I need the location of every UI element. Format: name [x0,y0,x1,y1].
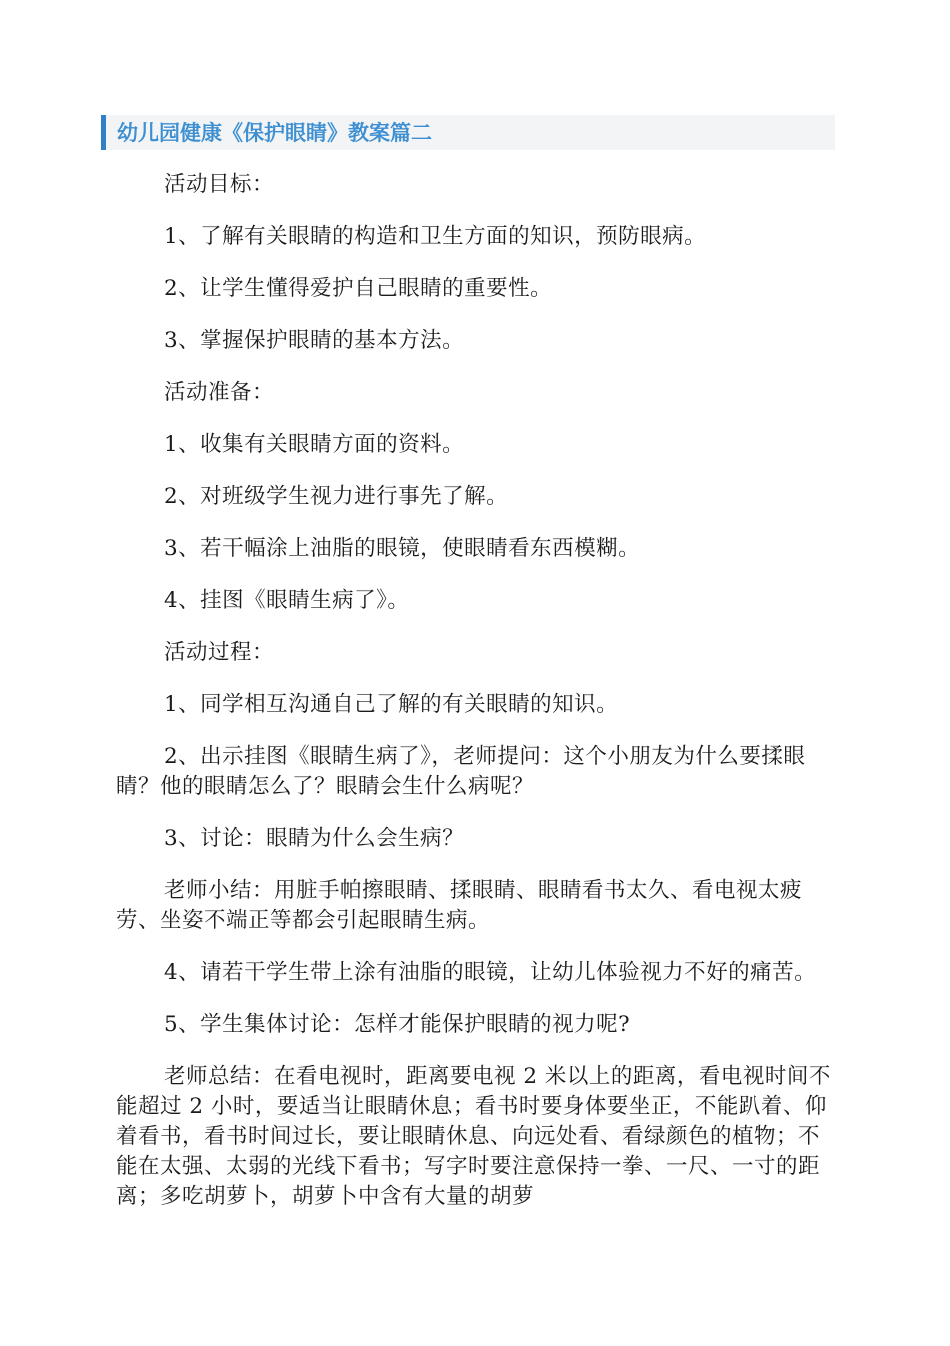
paragraph-process-5: 5、学生集体讨论：怎样才能保护眼睛的视力呢? [164,1012,631,1037]
paragraph-preparation-1: 1、收集有关眼睛方面的资料。 [164,432,465,457]
paragraph-preparation-title: 活动准备： [164,380,275,405]
paragraph-teacher-summary: 老师小结：用脏手帕擦眼睛、揉眼睛、眼睛看书太久、看电视太疲劳、坐姿不端正等都会引起眼睛生病。 [116,878,803,933]
paragraph-objectives-title: 活动目标： [164,172,275,197]
paragraph-process-1: 1、同学相互沟通自己了解的有关眼睛的知识。 [164,692,619,717]
paragraph-objective-1: 1、了解有关眼睛的构造和卫生方面的知识，预防眼病。 [164,224,707,249]
paragraph-preparation-4: 4、挂图《眼睛生病了》。 [164,588,410,613]
paragraph-objective-2: 2、让学生懂得爱护自己眼睛的重要性。 [164,276,553,301]
paragraph-preparation-2: 2、对班级学生视力进行事先了解。 [164,484,509,509]
heading-title: 幼儿园健康《保护眼睛》教案篇二 [117,121,432,145]
section-heading [101,115,835,150]
paragraph-teacher-conclusion: 老师总结：在看电视时，距离要电视 2 米以上的距离，看电视时间不能超过 2 小时，要适当让眼睛休息；看书时要身体要坐正，不能趴着、仰着看书，看书时间过长，要让眼睛休息、向远处看、看绿颜色的植物；不能在太强、太弱的光线下看书；写字时要注意保持一拳、一尺、一寸的距离；多吃胡萝卜，胡萝卜中含有大量的胡萝 [116,1064,831,1209]
document-body [116,170,836,1234]
paragraph-process-title: 活动过程： [164,640,275,665]
paragraph-preparation-3: 3、若干幅涂上油脂的眼镜，使眼睛看东西模糊。 [164,536,641,561]
paragraph-process-2: 2、出示挂图《眼睛生病了》，老师提问：这个小朋友为什么要揉眼睛？他的眼睛怎么了？眼睛会生什么病呢？ [116,744,806,799]
paragraph-objective-3: 3、掌握保护眼睛的基本方法。 [164,328,465,353]
heading-accent-bar [101,115,106,150]
paragraph-process-4: 4、请若干学生带上涂有油脂的眼镜，让幼儿体验视力不好的痛苦。 [164,960,817,985]
paragraph-process-3: 3、讨论：眼睛为什么会生病？ [164,826,465,851]
